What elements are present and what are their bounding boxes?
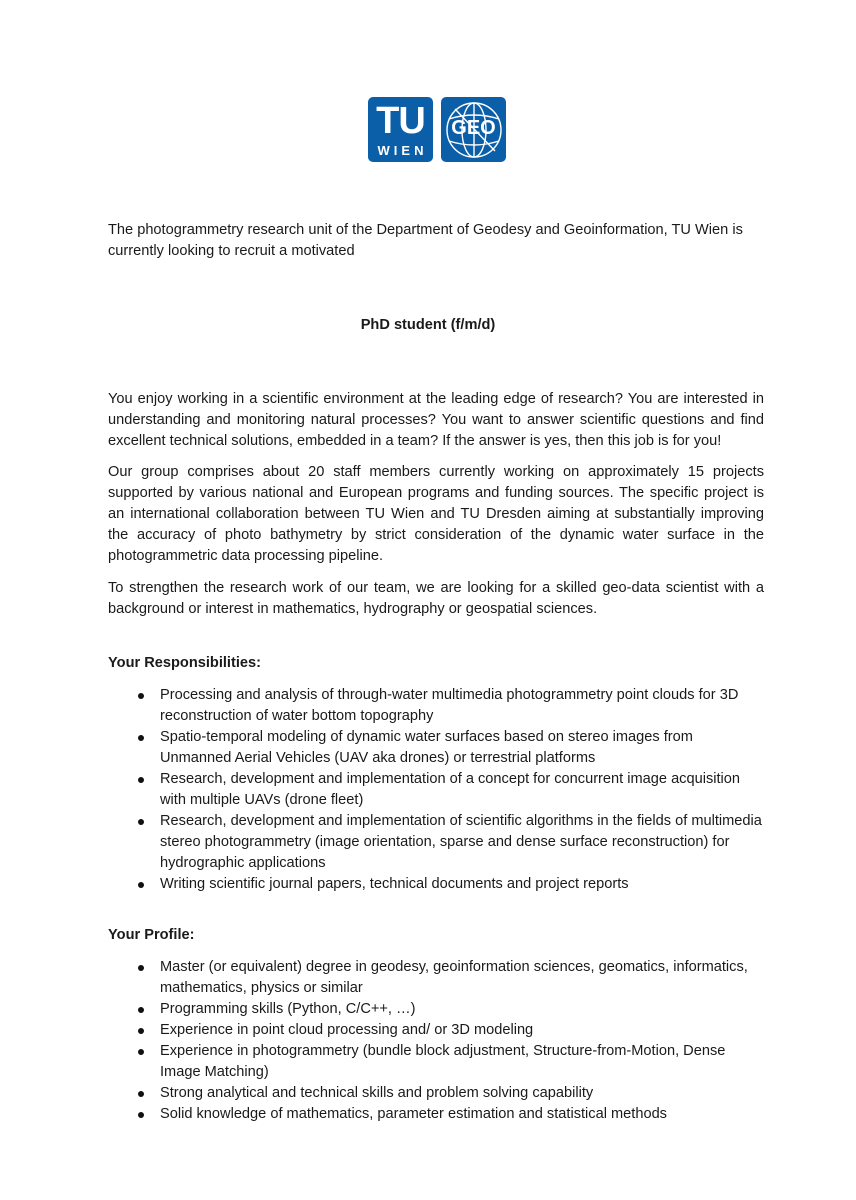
bullet-icon: [138, 882, 144, 888]
responsibilities-heading: Your Responsibilities:: [108, 655, 261, 671]
bullet-icon: [138, 965, 144, 971]
bullet-icon: [138, 777, 144, 783]
list-item-text: Writing scientific journal papers, technical documents and project reports: [160, 876, 629, 892]
list-item-text: Master (or equivalent) degree in geodesy, geoinformation sciences, geomatics, informatics, mathematics, physics or similar: [160, 959, 748, 996]
responsibilities-list: [108, 685, 764, 895]
paragraph-group: Our group comprises about 20 staff members currently working on approximately 15 projects supported by various national and European programs and funding sources. The specific project is an international collaboration between TU Wien and TU Dresden aiming at substantially improving the accuracy of photo bathymetry by strict consideration of the dynamic water surface in the photogrammetric data processing pipeline.: [108, 464, 764, 564]
list-item: [108, 1020, 764, 1041]
list-item-text: Experience in point cloud processing and/ or 3D modeling: [160, 1022, 534, 1038]
bullet-icon: [138, 819, 144, 825]
list-item: [108, 811, 764, 874]
list-item-text: Experience in photogrammetry (bundle block adjustment, Structure-from-Motion, Dense Image Matching): [160, 1043, 726, 1080]
list-item-text: Research, development and implementation of a concept for concurrent image acquisition with multiple UAVs (drone fleet): [160, 771, 741, 808]
profile-heading: Your Profile:: [108, 927, 195, 943]
paragraph-seeking: To strengthen the research work of our team, we are looking for a skilled geo-data scientist with a background or interest in mathematics, hydrography or geospatial sciences.: [108, 580, 764, 617]
tu-wien-logo: [368, 97, 433, 162]
position-title: PhD student (f/m/d): [360, 317, 496, 333]
paragraph-motivation: You enjoy working in a scientific environment at the leading edge of research? You are interested in understanding and monitoring natural processes? You want to answer scientific questions and find excellent technical solutions, embedded in a team? If the answer is yes, then this job is for you!: [108, 391, 764, 449]
header-logos: [368, 97, 506, 162]
list-item: [108, 999, 764, 1020]
bullet-icon: [138, 1112, 144, 1118]
list-item-text: Processing and analysis of through-water multimedia photogrammetry point clouds for 3D reconstruction of water bottom topography: [160, 687, 739, 724]
list-item: [108, 957, 764, 999]
list-item-text: Research, development and implementation of scientific algorithms in the fields of multimedia stereo photogrammetry (image orientation, sparse and dense surface reconstruction) for hydrographic applications: [160, 813, 762, 871]
bullet-icon: [138, 1049, 144, 1055]
list-item-text: Solid knowledge of mathematics, parameter estimation and statistical methods: [160, 1106, 667, 1122]
bullet-icon: [138, 693, 144, 699]
list-item-text: Programming skills (Python, C/C++, …): [160, 1001, 416, 1017]
list-item: [108, 769, 764, 811]
list-item: [108, 1104, 764, 1125]
geo-logo-label: GEO: [451, 117, 496, 139]
bullet-icon: [138, 1007, 144, 1013]
tu-logo-wien: WIEN: [377, 143, 428, 158]
intro-paragraph: The photogrammetry research unit of the Department of Geodesy and Geoinformation, TU Wien is currently looking to recruit a motivated: [108, 222, 743, 259]
list-item: [108, 1083, 764, 1104]
geo-logo: [441, 97, 506, 162]
list-item: [108, 727, 764, 769]
list-item: [108, 874, 764, 895]
list-item: [108, 1041, 764, 1083]
tu-logo-letters: TU: [376, 100, 425, 142]
list-item-text: Strong analytical and technical skills and problem solving capability: [160, 1085, 594, 1101]
profile-list: [108, 957, 764, 1125]
bullet-icon: [138, 1028, 144, 1034]
bullet-icon: [138, 735, 144, 741]
bullet-icon: [138, 1091, 144, 1097]
list-item-text: Spatio-temporal modeling of dynamic water surfaces based on stereo images from Unmanned Aerial Vehicles (UAV aka drones) or terrestrial platforms: [160, 729, 693, 766]
list-item: [108, 685, 764, 727]
